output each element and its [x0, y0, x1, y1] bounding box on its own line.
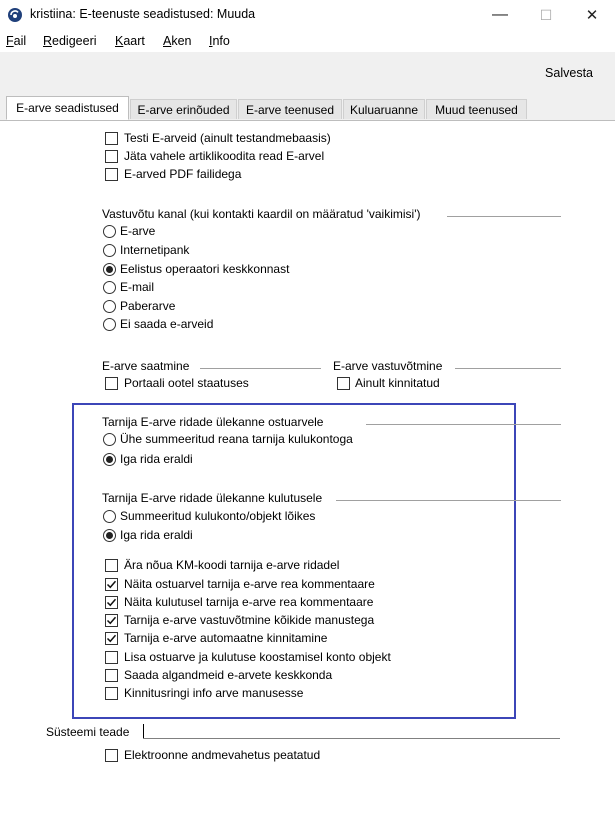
window-title: kristiina: E-teenuste seadistused: Muuda — [30, 7, 256, 21]
radio-internetipank[interactable] — [103, 244, 116, 257]
tab-muud-teenused[interactable]: Muud teenused — [426, 99, 527, 119]
tab-kuluaruanne[interactable]: Kuluaruanne — [343, 99, 425, 119]
checkmark-icon — [106, 597, 117, 608]
checkbox-label: Saada algandmeid e-arvete keskkonda — [124, 668, 333, 682]
menu-aken[interactable]: Aken — [163, 34, 192, 48]
radio-uhe-summeeritud-reana[interactable] — [103, 433, 116, 446]
checkbox-jata-vahele[interactable] — [105, 150, 118, 163]
maximize-button[interactable] — [523, 0, 569, 30]
checkmark-icon — [106, 579, 117, 590]
radio-iga-rida-eraldi-ostuarve[interactable] — [103, 453, 116, 466]
radio-summeeritud-kulukonto[interactable] — [103, 510, 116, 523]
checkbox-label: Tarnija e-arve automaatne kinnitamine — [124, 631, 328, 645]
checkbox-label: Ainult kinnitatud — [355, 376, 440, 390]
checkbox-portaali-ootel[interactable] — [105, 377, 118, 390]
checkbox-label: E-arved PDF failidega — [124, 167, 242, 181]
minimize-button[interactable] — [477, 0, 523, 30]
radio-label: Internetipank — [120, 243, 190, 257]
menu-redigeeri[interactable]: Redigeeri — [43, 34, 97, 48]
checkbox-test-e-arveid[interactable] — [105, 132, 118, 145]
tab-e-arve-erinouded[interactable]: E-arve erinõuded — [130, 99, 237, 119]
radio-label: Summeeritud kulukonto/objekt lõikes — [120, 509, 316, 523]
radio-label: Iga rida eraldi — [120, 452, 193, 466]
system-message-label: Süsteemi teade — [46, 725, 130, 739]
checkbox-lisa-konto-objekt[interactable] — [105, 651, 118, 664]
checkbox-automaatne-kinnitamine[interactable] — [105, 632, 118, 645]
section-divider — [447, 216, 561, 217]
radio-paberarve[interactable] — [103, 300, 116, 313]
menu-fail[interactable]: Fail — [6, 34, 27, 48]
checkbox-label: Näita kulutusel tarnija e-arve rea kommentaare — [124, 595, 374, 609]
checkbox-pdf-failidega[interactable] — [105, 168, 118, 181]
checkbox-label: Näita ostuarvel tarnija e-arve rea kommentaare — [124, 577, 375, 591]
section-header-kulutusele: Tarnija E-arve ridade ülekanne kulutusele — [102, 491, 323, 505]
radio-label: Paberarve — [120, 299, 176, 313]
checkmark-icon — [106, 615, 117, 626]
radio-dot-icon — [106, 532, 113, 539]
maximize-icon: ☐ — [539, 6, 553, 23]
checkbox-label: Portaali ootel staatuses — [124, 376, 249, 390]
title-bar — [0, 0, 615, 30]
checkbox-naita-kulutusel-kommentaare[interactable] — [105, 596, 118, 609]
checkbox-label: Kinnitusringi info arve manusesse — [124, 686, 304, 700]
section-divider — [200, 368, 321, 369]
section-header-saatmine: E-arve saatmine — [102, 359, 190, 373]
checkbox-label: Tarnija e-arve vastuvõtmine kõikide manustega — [124, 613, 375, 627]
tab-e-arve-teenused[interactable]: E-arve teenused — [238, 99, 342, 119]
checkbox-andmevahetus-peatatud[interactable] — [105, 749, 118, 762]
radio-e-arve[interactable] — [103, 225, 116, 238]
radio-ei-saada[interactable] — [103, 318, 116, 331]
section-header-vastuvotmine: E-arve vastuvõtmine — [333, 359, 443, 373]
radio-label: Ei saada e-arveid — [120, 317, 214, 331]
menu-bar — [0, 30, 615, 52]
checkbox-ainult-kinnitatud[interactable] — [337, 377, 350, 390]
system-message-input[interactable] — [143, 738, 560, 739]
section-divider — [336, 500, 561, 501]
checkbox-saada-algandmeid[interactable] — [105, 669, 118, 682]
section-header-vastuvotu-kanal: Vastuvõtu kanal (kui kontakti kaardil on määratud 'vaikimisi') — [102, 207, 421, 221]
radio-label: E-arve — [120, 224, 156, 238]
menu-info[interactable]: Info — [209, 34, 230, 48]
menu-kaart[interactable]: Kaart — [115, 34, 145, 48]
checkbox-kinnitusringi-info[interactable] — [105, 687, 118, 700]
radio-label: E-mail — [120, 280, 155, 294]
checkbox-naita-ostuarvel-kommentaare[interactable] — [105, 578, 118, 591]
text-caret — [143, 724, 144, 738]
minimize-icon: — — [492, 6, 508, 23]
close-button[interactable] — [569, 0, 615, 30]
toolbar — [0, 52, 615, 94]
checkbox-label: Elektroonne andmevahetus peatatud — [124, 748, 321, 762]
radio-label: Eelistus operaatori keskkonnast — [120, 262, 290, 276]
radio-dot-icon — [106, 266, 113, 273]
checkbox-ara-noua-km-koodi[interactable] — [105, 559, 118, 572]
section-divider — [455, 368, 561, 369]
section-header-ostuarvele: Tarnija E-arve ridade ülekanne ostuarvele — [102, 415, 324, 429]
checkmark-icon — [106, 633, 117, 644]
radio-iga-rida-eraldi-kulutus[interactable] — [103, 529, 116, 542]
app-logo-icon — [7, 7, 23, 23]
checkbox-label: Ära nõua KM-koodi tarnija e-arve ridadel — [124, 558, 340, 572]
radio-eelistus-operaatori[interactable] — [103, 263, 116, 276]
radio-label: Ühe summeeritud reana tarnija kulukontoga — [120, 432, 353, 446]
save-button[interactable]: Salvesta — [545, 66, 593, 80]
checkbox-label: Jäta vahele artiklikoodita read E-arvel — [124, 149, 325, 163]
checkbox-label: Lisa ostuarve ja kulutuse koostamisel konto objekt — [124, 650, 391, 664]
close-icon: ✕ — [585, 7, 599, 24]
tab-strip — [0, 94, 615, 120]
checkbox-koikide-manustega[interactable] — [105, 614, 118, 627]
radio-dot-icon — [106, 456, 113, 463]
tab-e-arve-seadistused[interactable]: E-arve seadistused — [6, 96, 129, 120]
checkbox-label: Testi E-arveid (ainult testandmebaasis) — [124, 131, 331, 145]
radio-e-mail[interactable] — [103, 281, 116, 294]
radio-label: Iga rida eraldi — [120, 528, 193, 542]
section-divider — [366, 424, 561, 425]
